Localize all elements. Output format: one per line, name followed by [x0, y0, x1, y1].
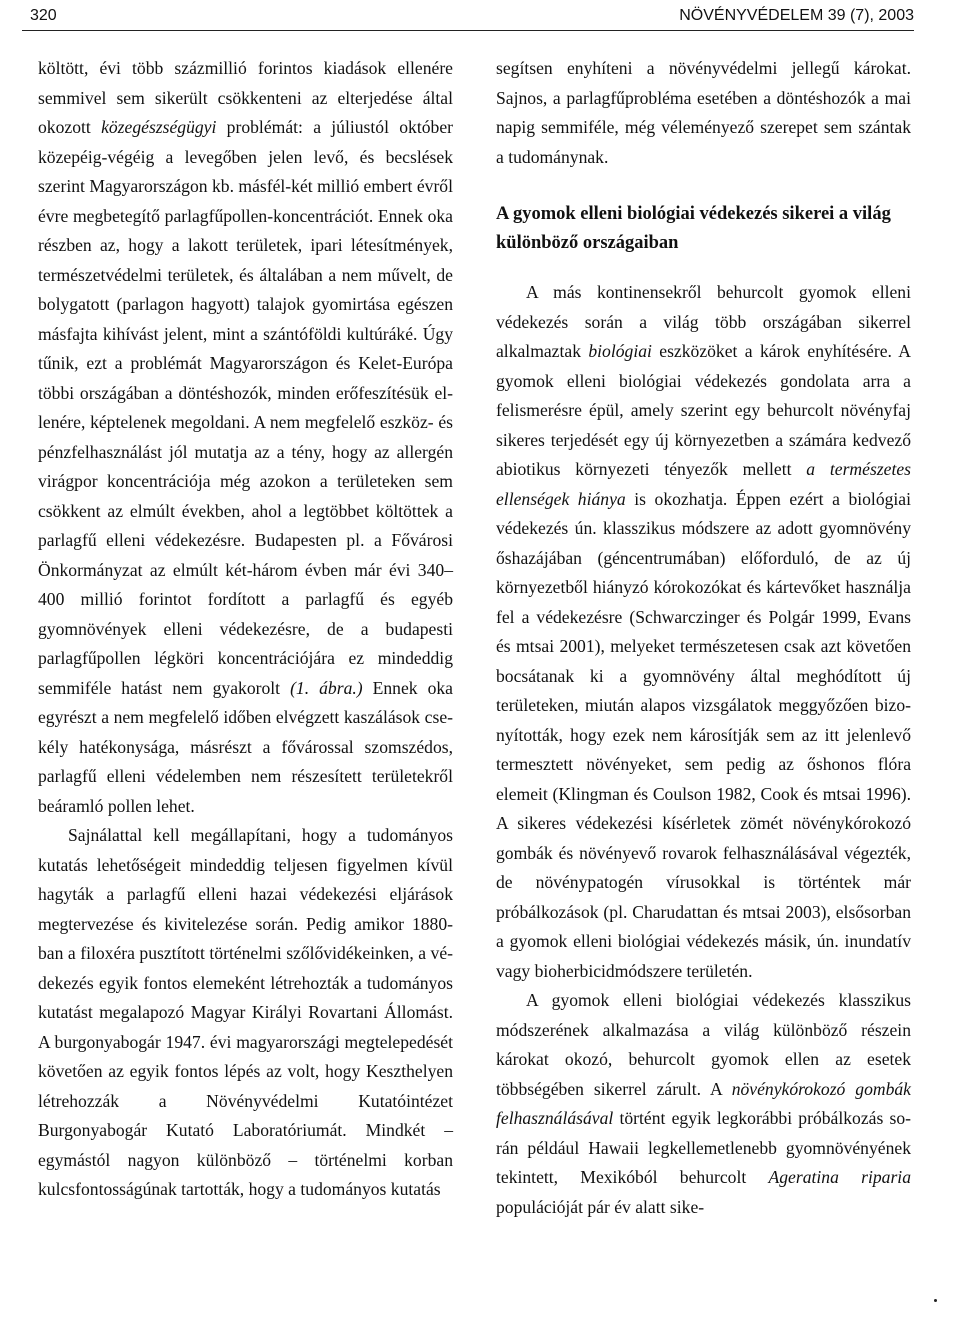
text-run: eszközöket a károk enyhítésére. A gyomok elleni biológiai védekezés gondolata arra a felismerésre épül, amely szerint egy behurcolt növényfaj sikeres terjedését egy új környezetben a számára kedvező abiotikus környezeti tényezők mellett [496, 341, 911, 479]
text-run: A gyomok elleni biológiai védekezés klasszikus módszerének alkalmazása a világ különböző részein károkat okozó, behurcolt gyomok ellen az esetek többségében sikerrel zárult. A [496, 990, 911, 1099]
paragraph [496, 278, 911, 986]
italic-run: a természetes ellenségek hiánya [496, 459, 911, 509]
text-run: költött, évi több százmillió forintos kiadások ellenére semmivel sem sikerült csökkenteni az elterjedése által okozott [38, 58, 453, 137]
scan-speck [934, 1299, 937, 1302]
text-run: Ennek oka egyrészt a nem megfelelő időben elvégzett kaszálások csekély hatékonysága, másrészt a fővárossal szomszédos, parlagfű elleni védelemben nem részesített területekről beáramló pollen lehet. [38, 677, 453, 816]
journal-title: NÖVÉNYVÉDELEM 39 (7), 2003 [679, 7, 914, 24]
italic-run: növénykórokozó gombák felhasználásával [496, 1078, 911, 1128]
text-run: problémát: a júliustól október közepéig-végéig a levegőben jelen levő, és becslések szerint Magyarországon kb. másfél-két millió embert évről évre megbetegítő parlagfűpollen-koncentrációt. Ennek oka részben az, hogy a lakott területek, ipari létesítmények, természetvédelmi területek, és általában a nem művelt, de bolygatott (parlagon hagyott) talajok gyomirtása egészen másfajta kihívást jelent, mint a szántóföldi kultúráké. Úgy tűnik, ezt a problémát Magyarországon és Kelet-Európa többi országában a döntéshozók, minden erőfeszítésük ellenére, képtelenek megoldani. A nem megfelelő eszköz- és pénzfelhasználást jól mutatja az a tény, hogy az allergén virágpor koncentrációja még azokon a területeken sem csökkent az elmúlt években, ahol a legtöbbet költöttek a parlagfű elleni védekezésre. Budapesten pl. a Fővárosi Önkormányzat az elmúlt két-három évben már évi 340–400 millió forintot fordított a parlagfű és egyéb gyomnövények elleni védekezésre, de a budapesti parlagfűpollen légköri koncentrációjára ez mindeddig semmiféle hatást nem gyakorolt [38, 117, 454, 698]
paragraph [38, 821, 453, 1205]
left-column [38, 54, 453, 1205]
header-rule [22, 30, 914, 31]
text-run: A más kontinensekről behurcolt gyomok elleni védekezés során a világ több országában sikerrel alkalmaztak [496, 282, 911, 361]
italic-run: Ageratina riparia [768, 1167, 911, 1187]
paragraph [38, 54, 453, 821]
text-run: is okozhatja. Éppen ezért a biológiai védekezés ún. klasszikus módszere az adott gyomnövény őshazájában (géncentrumában) előforduló, de az új környezetből hiányzó kórokozókat és kártevőket használja fel a védekezésre (Schwarczinger és Polgár 1999, Evans és mtsai 2001), melyeket természetesen csak azt követően bocsátanak ki a gyomnövény által meghódított új területeken, miután alapos vizsgálatok meggyőzően bizonyították, hogy ezek nem károsítják sem az itt jelenlevő termesztett növényeket, sem pedig az őshonos flóra elemeit (Klingman és Coulson 1982, Cook és mtsai 1996). A sikeres védekezési kísérletek zömét növénykórokozó gombák és növényevő rovarok felhasználásával végezték, de növénypatogén vírusokkal is történtek már próbálkozások (pl. Charudattan és mtsai 2003), elsősorban a gyomok elleni biológiai védekezés másik, ún. inundatív vagy bioherbicidmódszere területén. [496, 488, 911, 981]
text-run: történt egyik legkorábbi próbálkozás során például Hawaii legkellemetlenebb gyomnövényének tekintett, Mexikóból behurcolt [496, 1108, 911, 1187]
paragraph [496, 54, 911, 172]
right-column [496, 54, 911, 1222]
paragraph [496, 986, 911, 1222]
italic-run: (1. ábra.) [290, 677, 363, 698]
text-run: Sajnálattal kell megállapítani, hogy a tudományos kutatás lehetőségeit mindeddig teljesen figyelmen kívül hagyták a parlagfű elleni hazai védekezési eljárások megtervezése és kivitelezése során. Pedig amikor 1880-ban a filoxéra pusztított történelmi szőlővidékeinken, a védekezés egyik fontos elemeként létrehozták a tudományos kutatást megalapozó Magyar Királyi Rovartani Állomást. A burgonyabogár 1947. évi magyarországi megtelepedését követően az egyik fontos lépés az volt, hogy Keszthelyen létrehozzák a Növényvédelmi Kutatóintézet Burgonyabogár Kutató Laboratóriumát. Mindkét – egymástól nagyon különböző – történelmi korban kulcsfontosságúnak tartották, hogy a tudományos kutatás [38, 825, 453, 1199]
italic-run: közegészségügyi [101, 117, 217, 137]
page-number: 320 [30, 7, 57, 24]
text-run: segítsen enyhíteni a növényvédelmi jellegű károkat. Sajnos, a parlagfűprobléma esetében a döntéshozók a mai napig semmiféle, még véleményező szerepet sem szántak a tudománynak. [496, 58, 911, 167]
section-heading: A gyomok elleni biológiai védekezés sikerei a világ különböző országaiban [496, 204, 891, 253]
text-run: populációját pár év alatt sike- [496, 1196, 705, 1217]
page-header [22, 4, 914, 30]
italic-run: biológiai [588, 341, 652, 361]
